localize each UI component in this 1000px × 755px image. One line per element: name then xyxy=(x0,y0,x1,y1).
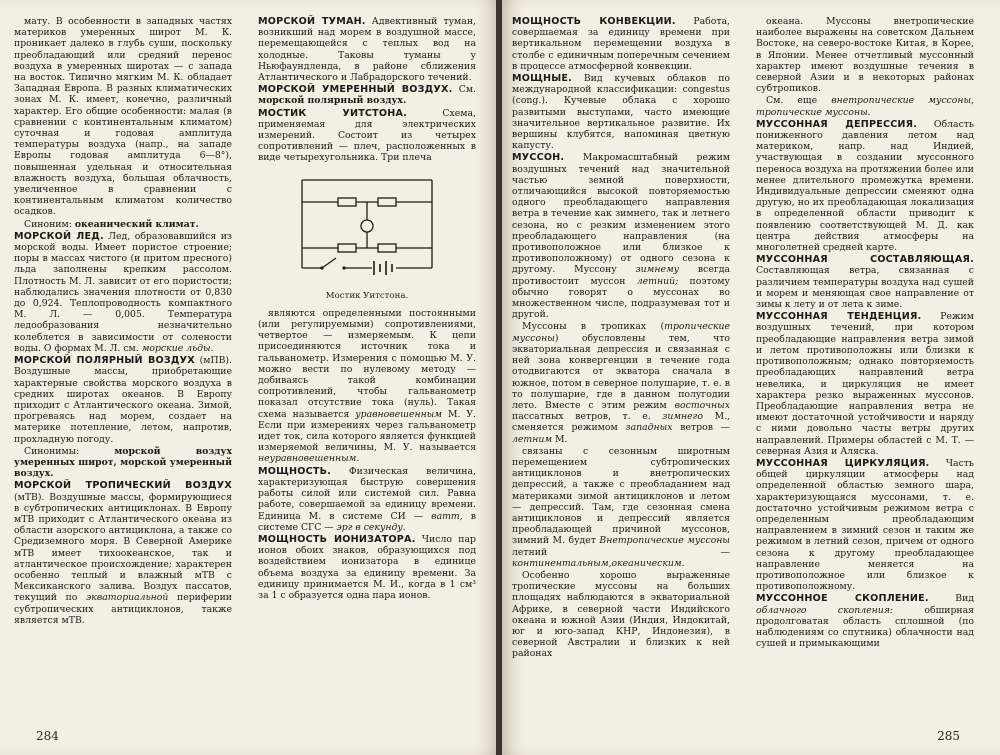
entry-bold-text: морской воздух умеренных широт, морской умеренный воздух. xyxy=(14,445,232,480)
entry-text: Режим воздушных течений, при котором преобладающие направления ветра зимой и летом противоположны или близки к противоположным; однако повторяемость преобладающих направлений ветра невелика, и циркуляция не имеет характера резко выраженных муссонов. Преобладающие направления ветра не имеют достаточной устойчивости и наряду с ними довольно часты ветры других направлений. Примеры областей с М. Т. — северная Азия и Аляска. xyxy=(756,311,974,457)
left-page-column-2 xyxy=(258,16,476,602)
entry-headword: МУССОННАЯ СОСТАВЛЯЮЩАЯ. xyxy=(756,254,974,266)
entry-paragraph xyxy=(756,95,974,117)
entry-paragraph xyxy=(512,570,730,660)
entry-headword: МУССОННОЕ СКОПЛЕНИЕ. xyxy=(756,593,929,605)
wheatstone-bridge-figure xyxy=(258,170,476,302)
entry-text: См. xyxy=(452,84,477,96)
entry-text: Синонимы: xyxy=(24,445,115,457)
entry-text: мату. В особенности в западных частях материков умеренных широт М. К. проникает далеко в глубь суши, поскольку преобладающий или средний перенос воздуха в умеренных широтах — с запада на восток. Типично мягким М. К. обладает Западная Европа. В разных климатических зонах М. К. имеет, конечно, различный характер. Его общие особенности: малая (в сравнении с континентальным климатом) суточная и годовая амплитуда температуры воздуха (напр., на западе Европы годовая амплитуда 6—8°), повышенная удельная и относительная влажность воздуха, большая облачность, увеличенное в сравнении с континентальным климатом количество осадков. xyxy=(14,16,232,218)
entry-paragraph xyxy=(14,16,232,218)
entry-text: (мПВ). Воздушные массы, приобретающие характерные свойства морского воздуха в средних широтах океанов. В Европу приходит с Атлантического океана. Зимой, прогреваясь над морем, создает на материке потепление, летом, напротив, прохладную погоду. xyxy=(14,355,232,445)
left-page-column-1 xyxy=(14,16,232,627)
dictionary-entry xyxy=(258,466,476,533)
entry-italic-text: эрг в секунду. xyxy=(336,521,406,533)
right-page-column-2 xyxy=(756,16,974,650)
entry-headword: МОРСКОЙ ТУМАН. xyxy=(258,16,366,27)
entry-headword: МУССОН. xyxy=(512,152,565,164)
entry-text: летний — xyxy=(512,546,730,558)
entry-text: в системе СГС — xyxy=(258,510,476,533)
entry-text: Синоним: xyxy=(24,218,75,230)
entry-paragraph xyxy=(512,321,730,444)
entry-paragraph xyxy=(756,16,974,94)
dictionary-entry xyxy=(756,119,974,253)
entry-headword: МОРСКОЙ ПОЛЯРНЫЙ ВОЗДУХ xyxy=(14,355,195,367)
entry-text: являются определенными постоянными (или регулируемыми) сопротивлениями, четвертое — измеряемым. К цепи присоединяются источник тока и гальванометр. Измерения с помощью М. У. можно вести по нулевому методу — добиваясь такой комбинации сопротивлений, чтобы гальванометр показал отсутствие тока (нуль). Такая схема называется xyxy=(258,307,476,420)
dictionary-entry xyxy=(14,231,232,354)
entry-italic-text: континентальным, xyxy=(512,557,612,569)
entry-text: См. еще xyxy=(766,95,832,107)
entry-headword: МУССОННАЯ ТЕНДЕНЦИЯ. xyxy=(756,311,922,323)
entry-bold-text: морской полярный воздух. xyxy=(258,95,407,107)
entry-text: Адвективный туман, возникший над морем в воздушной массе, перемещающейся с теплых вод на холодные. Таковы туманы у Ньюфаундленда, в районе сближения Атлантического и Лабрадорского течений. xyxy=(258,16,476,84)
entry-paragraph xyxy=(512,446,730,569)
entry-text: поэтому обычно говорят о муссонах во множественном числе, подразумевая тот и другой. xyxy=(512,275,730,321)
entry-italic-text: Внетропические муссоны xyxy=(599,535,730,547)
entry-paragraph xyxy=(258,308,476,465)
entry-text: М., сменяется режимом xyxy=(512,411,731,434)
dictionary-entry xyxy=(14,355,232,445)
entry-text: (мТВ). Воздушные массы, формирующиеся в субтропических антициклонах. В Европу мТВ приходит с Атлантического океана из области азорского антициклона, а также со Средиземного моря. В Северной Америке мТВ имеет тихоокеанское, так и атлантическое происхождение; характерен особенно теплый и влажный мТВ с Мексиканского залива. Воздух пассатов, текущий по xyxy=(14,491,232,604)
entry-text: Лед, образовавшийся из морской воды. Имеет пористое строение; поры в массах чистого (и притом пресного) льда заполнены крепким рассолом. Плотность М. Л. зависит от его пористости; наблюдались значения плотности от 0,830 до 0,924. Теплопроводность компактного М. Л. — 0,005. Температура ледообразования незначительно колеблется в зависимости от солености воды. О формах М. Л. см. xyxy=(14,230,232,354)
dictionary-entry xyxy=(14,480,232,626)
entry-text: Вид кучевых облаков по международной классификации: congestus (cong.). Кучевые облака с хорошо развитыми выступами, часто имеющие значительное вертикальное развитие. Их вершины клубятся, напоминая цветную капусту. xyxy=(512,73,730,152)
entry-italic-text: западных xyxy=(625,422,673,434)
entry-text: Муссоны в тропиках ( xyxy=(522,321,665,333)
dictionary-entry xyxy=(258,84,476,106)
entry-italic-text: летним xyxy=(512,433,553,445)
entry-text: Схема, применяемая для электрических измерений. Состоит из четырех сопротивлений — плеч, расположенных в виде четырехугольника. Три плеча xyxy=(258,107,476,164)
entry-text: пассатных ветров, т. е. xyxy=(512,411,663,423)
entry-text: периферии субтропических антициклонов, также является мТВ. xyxy=(14,592,232,626)
entry-headword: МУССОННАЯ ЦИРКУЛЯЦИЯ. xyxy=(756,457,930,469)
dictionary-entry xyxy=(258,534,476,601)
entry-text: ветров — xyxy=(672,422,730,434)
page-number-left: 284 xyxy=(36,729,59,743)
right-page xyxy=(502,0,1000,755)
dictionary-entry xyxy=(756,254,974,310)
entry-text: Макромасштабный режим воздушных течений над значительной частью земной поверхности, отличающийся высокой повторяемостью одного преобладающего направления ветра в течение как зимнего, так и летнего сезона, но с резким изменением этого преобладающего направления (на противоположное или близкое к противоположному) от одного сезона к другому. Муссону xyxy=(512,152,730,276)
left-page-column-2-top xyxy=(258,16,476,164)
entry-headword: МОРСКОЙ ТРОПИЧЕСКИЙ ВОЗДУХ xyxy=(14,480,232,492)
entry-italic-text: облачного скопления: xyxy=(756,604,894,616)
entry-italic-text: зимнему xyxy=(635,264,680,276)
entry-headword: МОЩНЫЕ. xyxy=(512,73,572,85)
entry-paragraph xyxy=(14,446,232,480)
dictionary-entry xyxy=(756,593,974,649)
entry-text: Составляющая ветра, связанная с различием температуры воздуха над сушей и морем и меняющая свое направление от зимы к лету и от лета к зиме. xyxy=(756,265,974,311)
wheatstone-bridge-diagram xyxy=(292,170,442,288)
entry-text: М. У. Если при измерениях через гальванометр идет ток, сила которого является функцией измеряемой величины, М. У. называется xyxy=(258,408,476,454)
dictionary-entry xyxy=(756,311,974,457)
dictionary-entry xyxy=(512,152,730,320)
entry-italic-text: тропические муссоны xyxy=(512,321,730,344)
right-page-column-1 xyxy=(512,16,730,661)
page-number-right: 285 xyxy=(937,729,960,743)
left-page-column-2-bottom xyxy=(258,308,476,601)
entry-italic-text: экваториальной xyxy=(86,592,169,604)
entry-italic-text: зимнего xyxy=(662,411,703,423)
entry-italic-text: ватт, xyxy=(431,510,463,522)
entry-text: Работа, совершаемая за единицу времени при вертикальном перемещении воздуха в столбе с единичным поперечным сечением в процессе атмосферной конвекции. xyxy=(512,16,731,72)
left-page xyxy=(0,0,498,755)
entry-headword: МОРСКОЙ ЛЕД. xyxy=(14,230,104,242)
entry-text: Вид xyxy=(928,593,974,605)
entry-headword: МОРСКОЙ УМЕРЕННЫЙ ВОЗДУХ. xyxy=(258,84,453,96)
figure-caption: Мостик Уитстона. xyxy=(325,290,409,301)
dictionary-entry xyxy=(756,458,974,592)
entry-text: Число пар ионов обоих знаков, образующихся под воздействием ионизатора в единице объема воздуха за единицу времени. За единицу принимается М. И., когда в 1 см³ за 1 с образуется одна пара ионов. xyxy=(258,533,476,601)
entry-headword: МУССОННАЯ ДЕПРЕССИЯ. xyxy=(756,118,918,130)
entry-text: Физическая величина, характеризующая быструю совершения работы силой или системой сил. Равна работе, совершаемой за единицу времени. Единица М. в системе СИ — xyxy=(258,465,476,522)
entry-italic-text: неуравновешенным. xyxy=(258,453,360,465)
entry-text: обширная продолговатая область сплошной (по наблюдениям со спутника) облачности над сушей и примыкающими xyxy=(756,604,975,650)
dictionary-entry xyxy=(512,16,730,72)
entry-italic-text: внетропические муссоны, тропические муссоны. xyxy=(756,95,974,118)
entry-bold-text: океанический климат. xyxy=(74,218,199,230)
entry-headword: МОСТИК УИТСТОНА. xyxy=(258,107,407,119)
entry-text: связаны с сезонным широтным перемещением субтропических антициклонов и внетропических депрессий, а также с преобладанием над материками зимой антициклонов и летом — депрессий. Там, где сезонная смена антициклонов и депрессий является преобладающей причиной муссонов, зимний М. будет xyxy=(512,445,730,547)
entry-text: всегда противостоит муссон xyxy=(512,264,730,287)
entry-headword: МОЩНОСТЬ ИОНИЗАТОРА. xyxy=(258,533,416,545)
entry-text: ) обусловлены тем, что экваториальная депрессия и связанная с ней зона конвергенции в течение года отодвигаются от экватора сначала в южное, потом в северное полушарие, т. е. в то полушарие, где в данном полугодии лето. Вместе с этим режим xyxy=(512,332,730,411)
entry-italic-text: летний; xyxy=(636,275,679,287)
dictionary-entry xyxy=(258,108,476,164)
entry-text: Область пониженного давления летом над материком, напр. над Индией, участвующая в создании муссонного переноса воздуха на протяжении более или менее длительного промежутка времени. Индивидуальные депрессии сменяют одна другую, но их преобладающая локализация в определенной области приводит к появлению соответствующей М. Д. как центра действия атмосферы на многолетней средней карте. xyxy=(756,118,974,254)
entry-italic-text: океаническим. xyxy=(611,557,685,569)
entry-text: М. xyxy=(552,433,568,445)
entry-headword: МОЩНОСТЬ. xyxy=(258,465,331,477)
entry-italic-text: уравновешенным xyxy=(355,408,443,420)
entry-paragraph xyxy=(14,219,232,230)
entry-italic-text: восточных xyxy=(674,399,730,411)
dictionary-entry xyxy=(512,73,730,151)
entry-text: океана. Муссоны внетропические наиболее выражены на советском Дальнем Востоке, на северо-востоке Китая, в Корее, в Японии. Менее отчетливый муссонный характер имеют воздушные течения в северной Азии и в некоторых районах субтропиков. xyxy=(756,16,974,95)
entry-text: Особенно хорошо выраженные тропические муссоны на больших площадях наблюдаются в экваториальной Африке, в северной части Индийского океана и южной Азии (Индия, Индокитай, юг и юго-запад КНР, Индонезия), в северной Австралии и близких к ней районах xyxy=(512,569,730,660)
dictionary-entry xyxy=(258,16,476,83)
entry-text: Часть общей циркуляции атмосферы над определенной областью земного шара, характеризующаяся муссонами, т. е. достаточно устойчивым режимом ветра с определенным преобладающим направлением в зимний сезон и таким же режимом в летний сезон, причем от одного сезона к другому преобладающее направление меняется на противоположное или близкое к противоположному. xyxy=(756,457,974,593)
entry-headword: МОЩНОСТЬ КОНВЕКЦИИ. xyxy=(512,16,676,27)
entry-italic-text: морские льды. xyxy=(141,342,214,354)
